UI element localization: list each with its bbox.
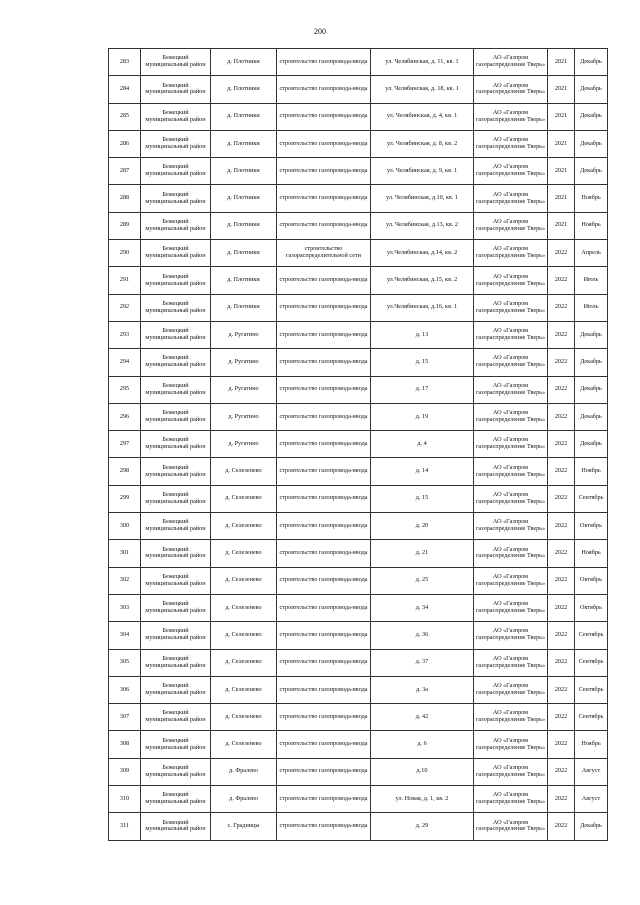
table-row [109,540,608,567]
district-cell: Бежецкий муниципальный район [141,649,211,676]
district-cell: Бежецкий муниципальный район [141,485,211,512]
work-type-cell: строительство газопровода-ввода [277,704,371,731]
work-type-cell: строительство газопровода-ввода [277,731,371,758]
row-number-cell: 283 [109,49,141,76]
work-type-cell: строительство газопровода-ввода [277,431,371,458]
year-cell: 2021 [548,49,575,76]
locality-cell: д. Плотники [211,294,277,321]
organization-cell: АО «Газпром газораспределение Тверь» [474,321,548,348]
table-row [109,758,608,785]
locality-cell: д. Селезенево [211,485,277,512]
address-cell: д. 34 [371,594,474,621]
month-cell: Декабрь [575,349,608,376]
organization-cell: АО «Газпром газораспределение Тверь» [474,813,548,840]
year-cell: 2022 [548,376,575,403]
work-type-cell: строительство газопровода-ввода [277,758,371,785]
organization-cell: АО «Газпром газораспределение Тверь» [474,649,548,676]
locality-cell: д. Плотники [211,158,277,185]
address-cell: ул.Челябинская, д.14, кв. 2 [371,240,474,267]
organization-cell: АО «Газпром газораспределение Тверь» [474,594,548,621]
year-cell: 2022 [548,267,575,294]
row-number-cell: 295 [109,376,141,403]
year-cell: 2022 [548,321,575,348]
district-cell: Бежецкий муниципальный район [141,431,211,458]
organization-cell: АО «Газпром газораспределение Тверь» [474,376,548,403]
table-row [109,130,608,157]
month-cell: Декабрь [575,813,608,840]
work-type-cell: строительство газопровода-ввода [277,321,371,348]
month-cell: Ноябрь [575,731,608,758]
year-cell: 2022 [548,758,575,785]
month-cell: Ноябрь [575,540,608,567]
table-row [109,731,608,758]
table-row [109,158,608,185]
row-number-cell: 302 [109,567,141,594]
page-number: 200 [314,27,326,36]
organization-cell: АО «Газпром газораспределение Тверь» [474,267,548,294]
address-cell: д. 17 [371,376,474,403]
table-row [109,240,608,267]
row-number-cell: 303 [109,594,141,621]
year-cell: 2021 [548,130,575,157]
month-cell: Декабрь [575,403,608,430]
table-row [109,49,608,76]
locality-cell: д. Ругатино [211,321,277,348]
month-cell: Декабрь [575,158,608,185]
month-cell: Ноябрь [575,185,608,212]
district-cell: Бежецкий муниципальный район [141,240,211,267]
address-cell: д. 15 [371,349,474,376]
district-cell: Бежецкий муниципальный район [141,267,211,294]
year-cell: 2022 [548,731,575,758]
address-cell: д. 13 [371,321,474,348]
gasification-schedule-table [108,48,608,841]
row-number-cell: 301 [109,540,141,567]
district-cell: Бежецкий муниципальный район [141,786,211,813]
locality-cell: д. Селезенево [211,513,277,540]
district-cell: Бежецкий муниципальный район [141,130,211,157]
district-cell: Бежецкий муниципальный район [141,676,211,703]
year-cell: 2022 [548,704,575,731]
organization-cell: АО «Газпром газораспределение Тверь» [474,240,548,267]
year-cell: 2022 [548,622,575,649]
month-cell: Октябрь [575,594,608,621]
organization-cell: АО «Газпром газораспределение Тверь» [474,704,548,731]
locality-cell: д. Плотники [211,185,277,212]
address-cell: д. 3а [371,676,474,703]
locality-cell: д. Селезенево [211,622,277,649]
table-row [109,513,608,540]
year-cell: 2022 [548,458,575,485]
year-cell: 2022 [548,594,575,621]
address-cell: ул. Челябинская, д. 9, кв. 1 [371,158,474,185]
address-cell: д. 19 [371,403,474,430]
row-number-cell: 304 [109,622,141,649]
year-cell: 2021 [548,103,575,130]
locality-cell: д. Селезенево [211,458,277,485]
organization-cell: АО «Газпром газораспределение Тверь» [474,786,548,813]
organization-cell: АО «Газпром газораспределение Тверь» [474,76,548,103]
address-cell: д. 42 [371,704,474,731]
row-number-cell: 284 [109,76,141,103]
month-cell: Сентябрь [575,485,608,512]
table-row [109,376,608,403]
organization-cell: АО «Газпром газораспределение Тверь» [474,513,548,540]
work-type-cell: строительство газопровода-ввода [277,403,371,430]
month-cell: Сентябрь [575,676,608,703]
table-row [109,403,608,430]
district-cell: Бежецкий муниципальный район [141,731,211,758]
table-body [109,49,608,841]
address-cell: ул. Челябинская, д. 8, кв. 2 [371,130,474,157]
address-cell: д. 37 [371,649,474,676]
locality-cell: д. Плотники [211,212,277,239]
table-row [109,704,608,731]
district-cell: Бежецкий муниципальный район [141,594,211,621]
table-row [109,349,608,376]
row-number-cell: 285 [109,103,141,130]
row-number-cell: 311 [109,813,141,840]
district-cell: Бежецкий муниципальный район [141,704,211,731]
address-cell: д. 15 [371,485,474,512]
work-type-cell: строительство газопровода-ввода [277,267,371,294]
district-cell: Бежецкий муниципальный район [141,567,211,594]
row-number-cell: 297 [109,431,141,458]
work-type-cell: строительство газопровода-ввода [277,294,371,321]
address-cell: д. 36 [371,622,474,649]
year-cell: 2022 [548,349,575,376]
work-type-cell: строительство газопровода-ввода [277,485,371,512]
month-cell: Сентябрь [575,649,608,676]
month-cell: Апрель [575,240,608,267]
district-cell: Бежецкий муниципальный район [141,513,211,540]
work-type-cell: строительство газораспределительной сети [277,240,371,267]
locality-cell: д. Ругатино [211,403,277,430]
locality-cell: д. Селезенево [211,731,277,758]
year-cell: 2022 [548,513,575,540]
address-cell: ул. Челябинская, д.10, кв. 1 [371,185,474,212]
address-cell: д. 20 [371,513,474,540]
row-number-cell: 305 [109,649,141,676]
row-number-cell: 290 [109,240,141,267]
district-cell: Бежецкий муниципальный район [141,103,211,130]
month-cell: Декабрь [575,130,608,157]
organization-cell: АО «Газпром газораспределение Тверь» [474,403,548,430]
district-cell: Бежецкий муниципальный район [141,321,211,348]
organization-cell: АО «Газпром газораспределение Тверь» [474,349,548,376]
organization-cell: АО «Газпром газораспределение Тверь» [474,212,548,239]
month-cell: Июль [575,294,608,321]
year-cell: 2022 [548,403,575,430]
locality-cell: д. Фралево [211,786,277,813]
year-cell: 2022 [548,540,575,567]
year-cell: 2022 [548,813,575,840]
work-type-cell: строительство газопровода-ввода [277,622,371,649]
year-cell: 2021 [548,185,575,212]
table-row [109,676,608,703]
year-cell: 2022 [548,431,575,458]
organization-cell: АО «Газпром газораспределение Тверь» [474,758,548,785]
work-type-cell: строительство газопровода-ввода [277,567,371,594]
address-cell: ул. Челябинская, д. 11, кв. 1 [371,49,474,76]
locality-cell: д. Селезенево [211,704,277,731]
organization-cell: АО «Газпром газораспределение Тверь» [474,158,548,185]
work-type-cell: строительство газопровода-ввода [277,513,371,540]
address-cell: д. 21 [371,540,474,567]
address-cell: д.10 [371,758,474,785]
address-cell: ул. Новая, д. 1, кв. 2 [371,786,474,813]
work-type-cell: строительство газопровода-ввода [277,594,371,621]
row-number-cell: 296 [109,403,141,430]
district-cell: Бежецкий муниципальный район [141,376,211,403]
organization-cell: АО «Газпром газораспределение Тверь» [474,294,548,321]
district-cell: Бежецкий муниципальный район [141,49,211,76]
address-cell: д. 14 [371,458,474,485]
address-cell: д. 4 [371,431,474,458]
month-cell: Октябрь [575,567,608,594]
row-number-cell: 307 [109,704,141,731]
address-cell: д. 6 [371,731,474,758]
locality-cell: д. Плотники [211,130,277,157]
table-row [109,567,608,594]
district-cell: Бежецкий муниципальный район [141,349,211,376]
address-cell: ул. Челябинская, д.13, кв. 2 [371,212,474,239]
district-cell: Бежецкий муниципальный район [141,622,211,649]
month-cell: Декабрь [575,321,608,348]
work-type-cell: строительство газопровода-ввода [277,185,371,212]
work-type-cell: строительство газопровода-ввода [277,813,371,840]
row-number-cell: 293 [109,321,141,348]
organization-cell: АО «Газпром газораспределение Тверь» [474,540,548,567]
table-row [109,594,608,621]
row-number-cell: 289 [109,212,141,239]
row-number-cell: 309 [109,758,141,785]
organization-cell: АО «Газпром газораспределение Тверь» [474,485,548,512]
district-cell: Бежецкий муниципальный район [141,458,211,485]
table-row [109,76,608,103]
organization-cell: АО «Газпром газораспределение Тверь» [474,731,548,758]
month-cell: Ноябрь [575,458,608,485]
month-cell: Декабрь [575,376,608,403]
work-type-cell: строительство газопровода-ввода [277,158,371,185]
organization-cell: АО «Газпром газораспределение Тверь» [474,458,548,485]
work-type-cell: строительство газопровода-ввода [277,130,371,157]
work-type-cell: строительство газопровода-ввода [277,349,371,376]
month-cell: Сентябрь [575,704,608,731]
work-type-cell: строительство газопровода-ввода [277,103,371,130]
locality-cell: д. Селезенево [211,676,277,703]
district-cell: Бежецкий муниципальный район [141,540,211,567]
district-cell: Бежецкий муниципальный район [141,758,211,785]
table-row [109,185,608,212]
organization-cell: АО «Газпром газораспределение Тверь» [474,130,548,157]
locality-cell: д. Ругатино [211,431,277,458]
organization-cell: АО «Газпром газораспределение Тверь» [474,622,548,649]
address-cell: ул.Челябинская, д.16, кв. 1 [371,294,474,321]
organization-cell: АО «Газпром газораспределение Тверь» [474,103,548,130]
work-type-cell: строительство газопровода-ввода [277,76,371,103]
year-cell: 2022 [548,676,575,703]
work-type-cell: строительство газопровода-ввода [277,376,371,403]
table-row [109,294,608,321]
locality-cell: д. Плотники [211,240,277,267]
row-number-cell: 299 [109,485,141,512]
row-number-cell: 300 [109,513,141,540]
work-type-cell: строительство газопровода-ввода [277,676,371,703]
year-cell: 2022 [548,649,575,676]
year-cell: 2022 [548,240,575,267]
district-cell: Бежецкий муниципальный район [141,212,211,239]
table-row [109,267,608,294]
address-cell: д. 29 [371,813,474,840]
district-cell: Бежецкий муниципальный район [141,76,211,103]
work-type-cell: строительство газопровода-ввода [277,49,371,76]
address-cell: ул. Челябинская, д. 18, кв. 1 [371,76,474,103]
address-cell: ул. Челябинская, д. 4, кв. 1 [371,103,474,130]
work-type-cell: строительство газопровода-ввода [277,649,371,676]
year-cell: 2022 [548,294,575,321]
locality-cell: д. Селезенево [211,594,277,621]
row-number-cell: 298 [109,458,141,485]
year-cell: 2021 [548,158,575,185]
row-number-cell: 294 [109,349,141,376]
month-cell: Ноябрь [575,212,608,239]
table-row [109,458,608,485]
row-number-cell: 310 [109,786,141,813]
year-cell: 2022 [548,786,575,813]
row-number-cell: 288 [109,185,141,212]
month-cell: Август [575,786,608,813]
month-cell: Август [575,758,608,785]
work-type-cell: строительство газопровода-ввода [277,458,371,485]
row-number-cell: 308 [109,731,141,758]
month-cell: Июль [575,267,608,294]
row-number-cell: 291 [109,267,141,294]
locality-cell: д. Плотники [211,267,277,294]
district-cell: Бежецкий муниципальный район [141,294,211,321]
month-cell: Декабрь [575,76,608,103]
row-number-cell: 292 [109,294,141,321]
month-cell: Сентябрь [575,622,608,649]
work-type-cell: строительство газопровода-ввода [277,540,371,567]
month-cell: Октябрь [575,513,608,540]
district-cell: Бежецкий муниципальный район [141,158,211,185]
locality-cell: с. Градницы [211,813,277,840]
table-row [109,103,608,130]
table-row [109,431,608,458]
organization-cell: АО «Газпром газораспределение Тверь» [474,567,548,594]
organization-cell: АО «Газпром газораспределение Тверь» [474,49,548,76]
locality-cell: д. Ругатино [211,376,277,403]
locality-cell: д. Селезенево [211,649,277,676]
locality-cell: д. Селезенево [211,567,277,594]
address-cell: ул.Челябинская, д.15, кв. 2 [371,267,474,294]
locality-cell: д. Селезенево [211,540,277,567]
year-cell: 2021 [548,76,575,103]
table-row [109,321,608,348]
year-cell: 2022 [548,485,575,512]
month-cell: Декабрь [575,103,608,130]
work-type-cell: строительство газопровода-ввода [277,212,371,239]
work-type-cell: строительство газопровода-ввода [277,786,371,813]
locality-cell: д. Плотники [211,49,277,76]
locality-cell: д. Плотники [211,76,277,103]
year-cell: 2021 [548,212,575,239]
table-row [109,622,608,649]
year-cell: 2022 [548,567,575,594]
address-cell: д. 25 [371,567,474,594]
row-number-cell: 287 [109,158,141,185]
organization-cell: АО «Газпром газораспределение Тверь» [474,676,548,703]
locality-cell: д. Ругатино [211,349,277,376]
table-row [109,485,608,512]
month-cell: Декабрь [575,49,608,76]
table-row [109,649,608,676]
district-cell: Бежецкий муниципальный район [141,185,211,212]
row-number-cell: 286 [109,130,141,157]
table-row [109,212,608,239]
row-number-cell: 306 [109,676,141,703]
month-cell: Декабрь [575,431,608,458]
organization-cell: АО «Газпром газораспределение Тверь» [474,431,548,458]
locality-cell: д. Фралево [211,758,277,785]
table-row [109,813,608,840]
district-cell: Бежецкий муниципальный район [141,813,211,840]
table-row [109,786,608,813]
organization-cell: АО «Газпром газораспределение Тверь» [474,185,548,212]
district-cell: Бежецкий муниципальный район [141,403,211,430]
locality-cell: д. Плотники [211,103,277,130]
